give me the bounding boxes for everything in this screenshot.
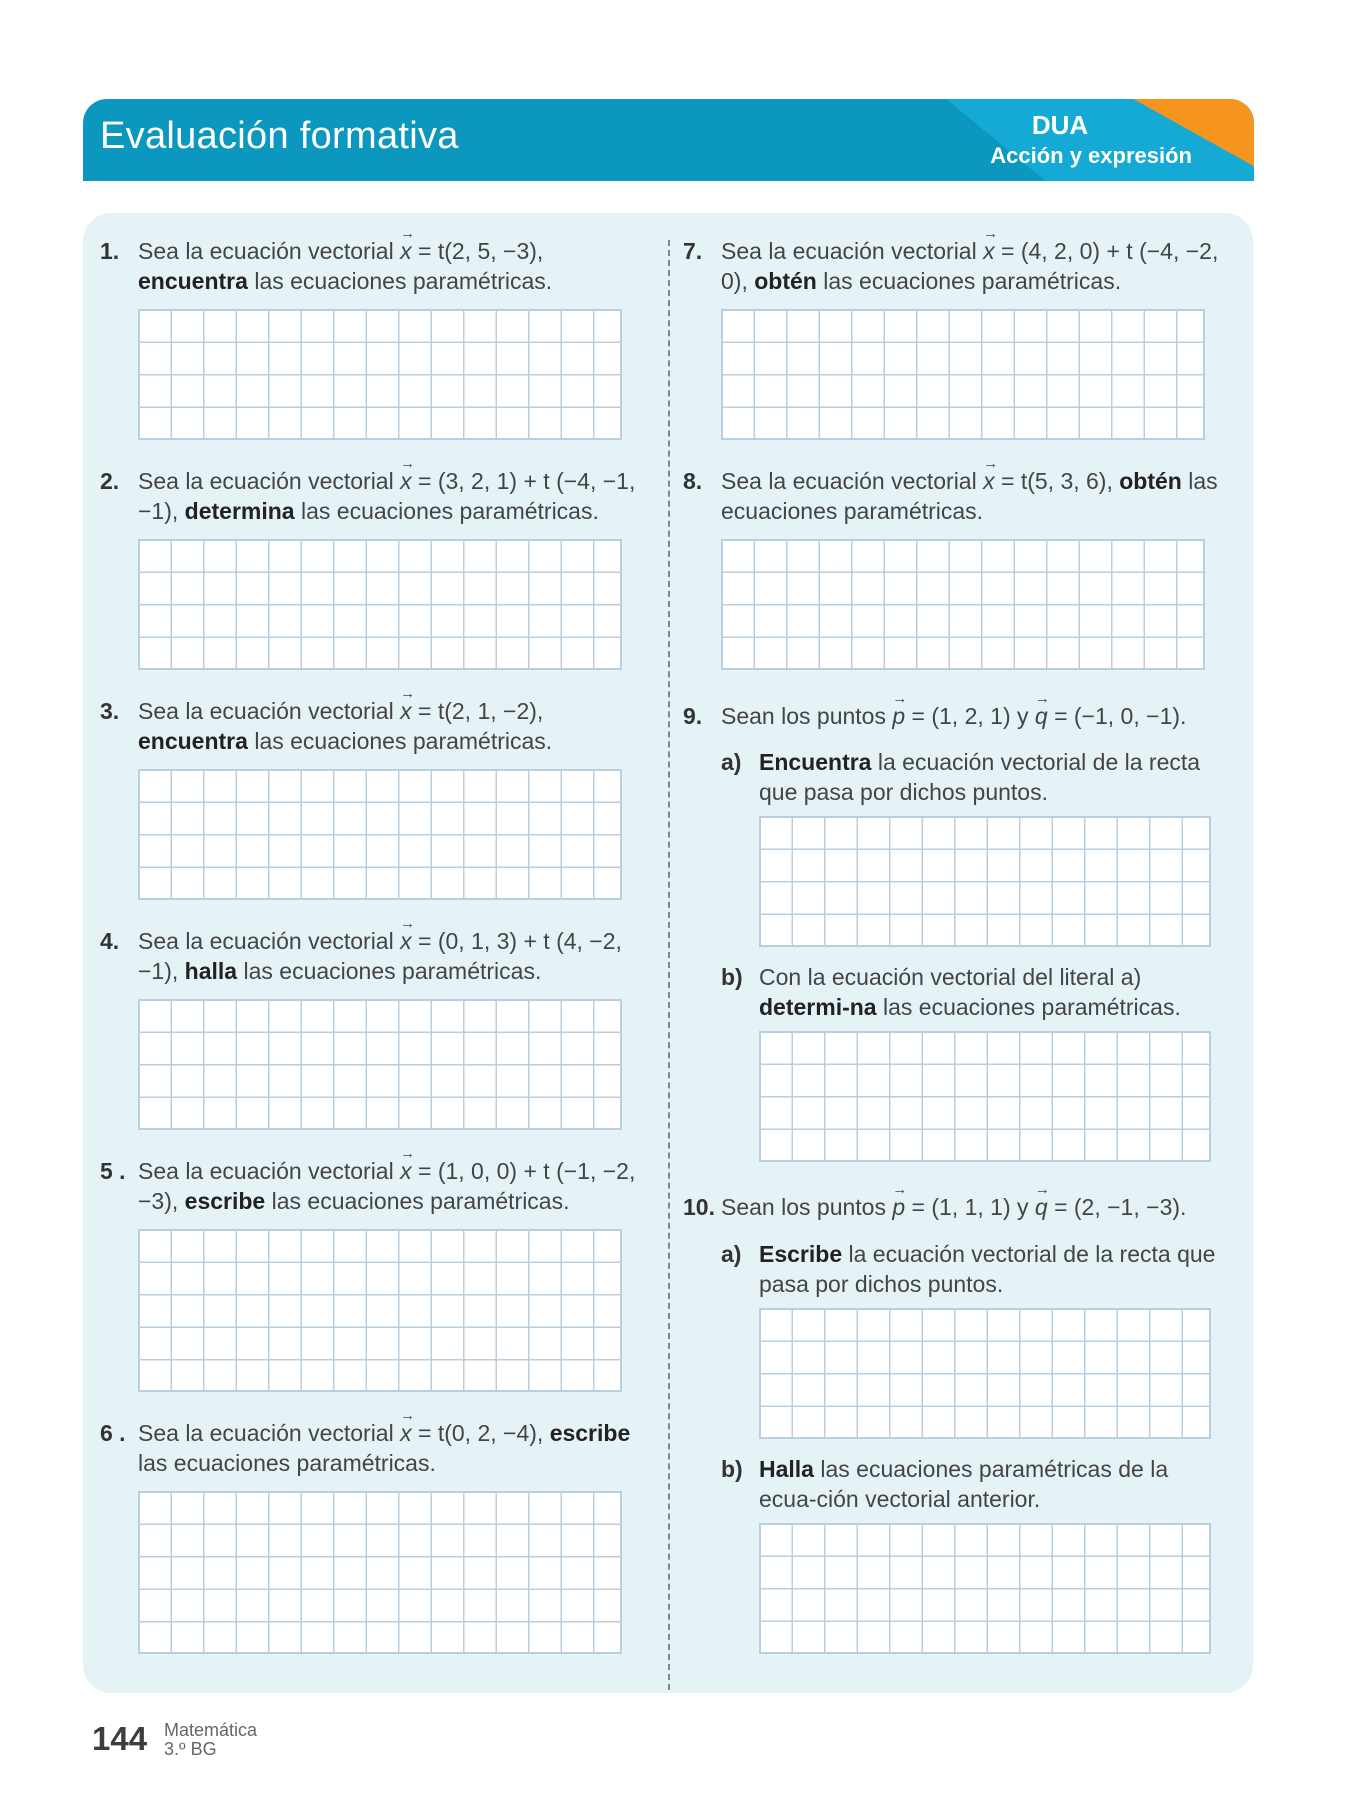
question-4-text: Sea la ecuación vectorial → x = (0, 1, 3) + t (4, −2, −1), halla las ecuaciones paramétricas.	[138, 926, 658, 986]
header-banner	[83, 99, 1254, 181]
footer-subject	[164, 1721, 257, 1759]
question-6-text: Sea la ecuación vectorial → x = t(0, 2, −4), escribe las ecuaciones paramétricas.	[138, 1418, 658, 1478]
page-title: Evaluación formativa	[100, 115, 459, 157]
dua-badge: DUA	[1031, 110, 1089, 140]
question-3-text: Sea la ecuación vectorial → x = t(2, 1, −2), encuentra las ecuaciones paramétricas.	[138, 696, 658, 756]
answer-grid-8[interactable]	[721, 539, 1205, 670]
answer-grid-1[interactable]	[138, 309, 622, 440]
question-10b-text: Halla las ecuaciones paramétricas de la ecua-ción vectorial anterior.	[759, 1456, 1169, 1512]
answer-grid-2[interactable]	[138, 539, 622, 670]
question-8-text: Sea la ecuación vectorial → x = t(5, 3, 6), obtén las ecuaciones paramétricas.	[721, 466, 1241, 526]
question-9b-text: Con la ecuación vectorial del literal a) determi-na las ecuaciones paramétricas.	[759, 964, 1181, 1020]
question-2-text: Sea la ecuación vectorial → x = (3, 2, 1) + t (−4, −1, −1), determina las ecuaciones paramétricas.	[138, 466, 658, 526]
question-9-text: Sean los puntos → p = (1, 2, 1) y → q = (−1, 0, −1).	[721, 701, 1241, 731]
subject-label: Matemática	[164, 1720, 258, 1740]
question-10a-text: Escribe la ecuación vectorial de la recta que pasa por dichos puntos.	[759, 1241, 1216, 1297]
answer-grid-9a[interactable]	[759, 816, 1211, 947]
answer-grid-10a[interactable]	[759, 1308, 1211, 1439]
answer-grid-5[interactable]	[138, 1229, 622, 1392]
answer-grid-10b[interactable]	[759, 1523, 1211, 1654]
answer-grid-6[interactable]	[138, 1491, 622, 1654]
dua-subtitle: Acción y expresión	[990, 143, 1192, 168]
question-1-text: Sea la ecuación vectorial → x = t(2, 5, −3), encuentra las ecuaciones paramétricas.	[138, 236, 658, 296]
answer-grid-4[interactable]	[138, 999, 622, 1130]
question-5-text: Sea la ecuación vectorial → x = (1, 0, 0) + t (−1, −2, −3), escribe las ecuaciones paramétricas.	[138, 1156, 658, 1216]
column-divider	[668, 240, 670, 1690]
page-number: 144	[92, 1720, 148, 1757]
question-10-text: Sean los puntos → p = (1, 1, 1) y → q = (2, −1, −3).	[721, 1192, 1241, 1222]
question-7-text: Sea la ecuación vectorial → x = (4, 2, 0) + t (−4, −2, 0), obtén las ecuaciones paramétricas.	[721, 236, 1241, 296]
answer-grid-9b[interactable]	[759, 1031, 1211, 1162]
question-9a-text: Encuentra la ecuación vectorial de la recta que pasa por dichos puntos.	[759, 749, 1201, 805]
answer-grid-7[interactable]	[721, 309, 1205, 440]
answer-grid-3[interactable]	[138, 769, 622, 900]
grade-label: 3.º BG	[164, 1739, 217, 1759]
